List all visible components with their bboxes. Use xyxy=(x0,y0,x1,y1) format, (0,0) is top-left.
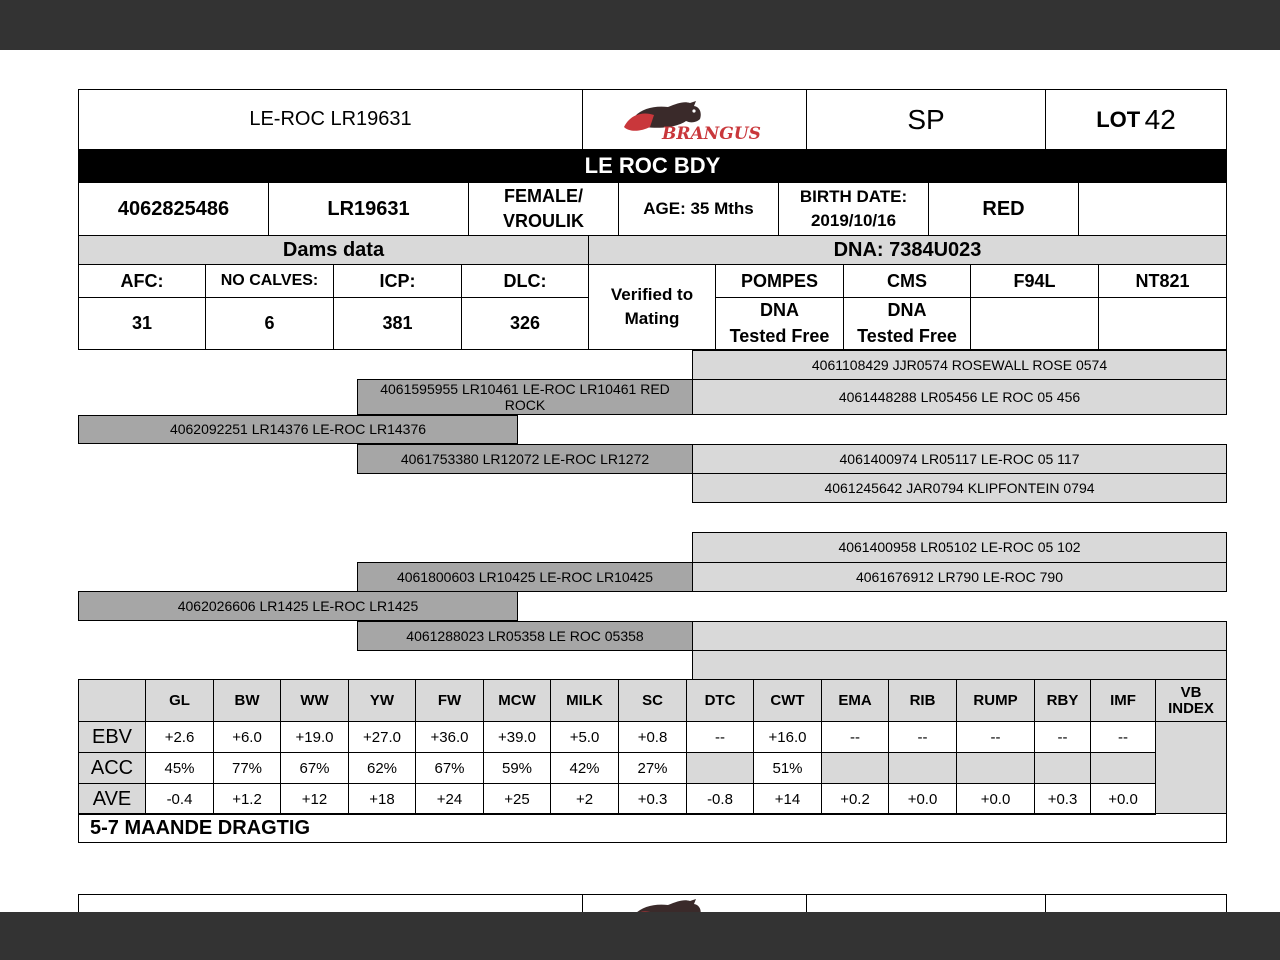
ebv-cell xyxy=(415,783,484,815)
pedigree-text: 4061400974 LR05117 LE-ROC 05 117 xyxy=(839,450,1080,467)
ebv-cell-text: 67% xyxy=(299,759,330,777)
viewer-top-bar xyxy=(0,0,1280,50)
ebv-cell-text: +27.0 xyxy=(363,728,401,746)
ebv-cell xyxy=(618,721,687,753)
animal-tag: LR19631 xyxy=(327,197,410,220)
dna-test-pompes xyxy=(715,264,844,298)
dna-test-nt821 xyxy=(1098,264,1227,298)
pedigree-text: 4061800603 LR10425 LE-ROC LR10425 xyxy=(396,568,654,585)
ebv-corner-cell xyxy=(78,679,146,722)
ebv-row-label xyxy=(78,721,146,753)
ebv-col-header xyxy=(280,679,349,722)
ebv-col-header-text: DTC xyxy=(704,692,736,709)
ebv-cell xyxy=(888,721,957,753)
ebv-cell xyxy=(888,783,957,815)
ebv-cell xyxy=(1090,752,1156,784)
ebv-cell xyxy=(618,752,687,784)
ebv-cell xyxy=(415,721,484,753)
dna-test-cms xyxy=(843,264,971,298)
brangus-logo xyxy=(582,89,807,150)
index-line1: VB xyxy=(1180,683,1202,701)
ebv-cell-text: +16.0 xyxy=(768,728,807,746)
ebv-cell xyxy=(888,752,957,784)
colour-cell xyxy=(928,182,1079,236)
ebv-col-header xyxy=(1034,679,1091,722)
ebv-col-header-text: SC xyxy=(642,692,663,709)
ebv-cell-text: +19.0 xyxy=(295,728,334,746)
ebv-cell xyxy=(280,783,349,815)
dna-result-nt821 xyxy=(1098,297,1227,350)
grade-value: SP xyxy=(907,103,945,135)
ebv-cell xyxy=(753,721,822,753)
ebv-cell-text: +18 xyxy=(369,790,395,808)
dams-value-calves xyxy=(205,297,334,350)
ebv-cell xyxy=(415,752,484,784)
ebv-col-header xyxy=(550,679,619,722)
pedigree-text: 4061448288 LR05456 LE ROC 05 456 xyxy=(838,388,1081,405)
pedigree-text: 4062092251 LR14376 LE-ROC LR14376 xyxy=(169,421,427,438)
pedigree-sss xyxy=(692,350,1227,380)
pedigree-sds xyxy=(692,444,1227,474)
dna-result-cms xyxy=(843,297,971,350)
ebv-row-label-text: EBV xyxy=(91,725,133,748)
pedigree-dam-sire xyxy=(357,562,693,592)
ebv-cell xyxy=(821,783,889,815)
ebv-cell-text: +0.3 xyxy=(1047,790,1078,808)
ebv-cell xyxy=(213,721,281,753)
ebv-cell-text: +0.0 xyxy=(980,790,1011,808)
ebv-cell-text: 77% xyxy=(231,759,263,777)
ebv-col-header xyxy=(348,679,416,722)
dna-test-name: POMPES xyxy=(740,270,819,291)
ebv-cell xyxy=(686,752,754,784)
pedigree-text: 4061400958 LR05102 LE-ROC 05 102 xyxy=(838,539,1081,556)
ebv-col-header xyxy=(618,679,687,722)
empty-info-cell xyxy=(1078,182,1227,236)
ebv-row-label-text: AVE xyxy=(92,787,132,810)
ebv-cell-text: 62% xyxy=(366,759,398,777)
ebv-col-header-text: MILK xyxy=(566,692,603,709)
tag-cell xyxy=(268,182,469,236)
ebv-cell xyxy=(550,783,619,815)
ebv-cell xyxy=(956,721,1035,753)
ebv-cell-text: +14 xyxy=(774,790,801,808)
verified-cell xyxy=(588,264,716,350)
ebv-cell xyxy=(550,721,619,753)
viewer-bottom-bar xyxy=(0,912,1280,960)
ebv-cell-text: +0.0 xyxy=(907,790,938,808)
dna-result-line2: Tested Free xyxy=(729,325,830,346)
ebv-col-header xyxy=(483,679,551,722)
remark-cell xyxy=(78,813,1227,843)
dna-result-pompes xyxy=(715,297,844,350)
dna-test-f94l xyxy=(970,264,1099,298)
ebv-cell-text: +39.0 xyxy=(498,728,536,746)
ebv-col-header-text: RIB xyxy=(909,692,936,709)
ebv-cell-text: -- xyxy=(1118,728,1128,746)
dams-header-text: NO CALVES: xyxy=(220,272,319,289)
ebv-cell xyxy=(686,721,754,753)
dams-header-afc xyxy=(78,264,206,298)
dams-header-text: AFC: xyxy=(120,270,164,291)
ebv-cell xyxy=(1034,783,1091,815)
dna-result-f94l xyxy=(970,297,1099,350)
pedigree-text: 4061108429 JJR0574 ROSEWALL ROSE 0574 xyxy=(811,356,1108,373)
ebv-cell-text: +5.0 xyxy=(569,728,600,746)
ebv-col-header xyxy=(415,679,484,722)
ebv-col-header xyxy=(145,679,214,722)
ebv-row-label xyxy=(78,752,146,784)
ebv-cell-text: +2 xyxy=(575,790,594,808)
dna-title-text: DNA: 7384U023 xyxy=(833,238,982,261)
ebv-cell xyxy=(348,783,416,815)
vb-index-value xyxy=(1155,721,1227,814)
ebv-cell-text: 27% xyxy=(637,759,668,777)
dams-header-text: ICP: xyxy=(379,270,416,291)
banner xyxy=(78,149,1227,183)
pedigree-text: 4061753380 LR12072 LE-ROC LR1272 xyxy=(400,450,650,467)
ebv-cell-text: 45% xyxy=(164,759,195,777)
bull-logo-icon xyxy=(620,97,770,143)
ebv-cell-text: +0.8 xyxy=(637,728,668,746)
ebv-col-header-text: EMA xyxy=(838,692,872,709)
vb-index-header xyxy=(1155,679,1227,722)
pedigree-sire-sire xyxy=(357,379,693,415)
dna-test-name: NT821 xyxy=(1135,270,1190,291)
dna-test-name: CMS xyxy=(887,270,927,291)
ebv-cell-text: +0.0 xyxy=(1108,790,1138,808)
dams-value-text: 31 xyxy=(131,313,153,333)
ebv-cell xyxy=(145,721,214,753)
logo-text: BRANGUS xyxy=(661,123,761,143)
ebv-cell-text: +25 xyxy=(504,790,530,808)
ebv-cell-text: +36.0 xyxy=(430,728,469,746)
pedigree-text: 4061288023 LR05358 LE ROC 05358 xyxy=(406,627,644,644)
dams-value-text: 6 xyxy=(264,313,275,333)
animal-name: LE-ROC LR19631 xyxy=(249,108,412,130)
ebv-cell xyxy=(1090,783,1156,815)
ebv-col-header-text: CWT xyxy=(770,692,805,709)
dams-header-dlc xyxy=(461,264,589,298)
dams-value-icp xyxy=(333,297,462,350)
ebv-cell xyxy=(821,752,889,784)
ebv-cell xyxy=(280,752,349,784)
ebv-col-header-text: YW xyxy=(369,692,395,709)
ebv-cell-text: 42% xyxy=(569,759,600,777)
ebv-cell xyxy=(1090,721,1156,753)
ebv-cell-text: +24 xyxy=(436,790,463,808)
ebv-col-header xyxy=(1090,679,1156,722)
ebv-cell-text: -- xyxy=(850,728,860,746)
ebv-col-header xyxy=(686,679,754,722)
dams-title-text: Dams data xyxy=(282,238,385,261)
ebv-cell xyxy=(280,721,349,753)
ebv-col-header-text: FW xyxy=(437,692,462,709)
birth-label: BIRTH DATE: xyxy=(799,187,908,207)
pedigree-dam xyxy=(78,591,518,621)
ebv-cell-text: +2.6 xyxy=(164,728,195,746)
ebv-col-header-text: RUMP xyxy=(973,692,1018,709)
ebv-cell-text: -- xyxy=(715,728,725,746)
pedigree-text: 4061245642 JAR0794 KLIPFONTEIN 0794 xyxy=(824,479,1095,496)
ebv-col-header xyxy=(821,679,889,722)
ebv-cell-text: -- xyxy=(917,728,928,746)
ebv-cell xyxy=(213,752,281,784)
pedigree-sire xyxy=(78,415,518,444)
ebv-cell xyxy=(213,783,281,815)
dams-value-dlc xyxy=(461,297,589,350)
pedigree-sire-dam xyxy=(357,444,693,474)
ebv-cell xyxy=(753,783,822,815)
pedigree-text: 4062026606 LR1425 LE-ROC LR1425 xyxy=(177,597,419,614)
ebv-cell-text: -0.8 xyxy=(707,790,733,808)
ebv-cell-text: +0.3 xyxy=(637,790,668,808)
ebv-cell-text: 51% xyxy=(772,759,803,777)
ebv-cell xyxy=(483,783,551,815)
pedigree-text: 4061595955 LR10461 LE-ROC LR10461 RED ROCK xyxy=(380,380,670,413)
ebv-cell-text: 59% xyxy=(501,759,533,777)
ebv-col-header-text: RBY xyxy=(1046,692,1079,709)
sex-line2: VROULIK xyxy=(503,211,584,231)
ebv-row-label xyxy=(78,783,146,815)
ebv-cell xyxy=(348,721,416,753)
dna-title xyxy=(588,235,1227,265)
dna-result-line1: DNA xyxy=(760,300,799,321)
ebv-col-header-text: MCW xyxy=(498,692,536,709)
remark-text: 5-7 MAANDE DRAGTIG xyxy=(90,816,311,839)
ebv-cell-text: +6.0 xyxy=(232,728,262,746)
animal-age: AGE: 35 Mths xyxy=(643,199,754,218)
pedigree-sdd xyxy=(692,473,1227,503)
dams-value-text: 326 xyxy=(509,313,541,333)
ebv-col-header-text: GL xyxy=(169,692,190,709)
pedigree-dss xyxy=(692,532,1227,563)
verified-line2: Mating xyxy=(624,309,680,328)
dna-test-name: F94L xyxy=(1013,270,1056,291)
ebv-cell-text: +1.2 xyxy=(232,790,262,808)
dams-header-icp xyxy=(333,264,462,298)
lot-number: 42 xyxy=(1144,103,1176,135)
lot-label: LOT xyxy=(1096,106,1141,132)
ebv-cell xyxy=(550,752,619,784)
ebv-col-header xyxy=(213,679,281,722)
ebv-cell xyxy=(483,721,551,753)
ebv-cell xyxy=(618,783,687,815)
ebv-cell-text: -- xyxy=(1057,728,1068,746)
dams-value-text: 381 xyxy=(382,313,413,333)
pedigree-ssd xyxy=(692,379,1227,415)
ebv-col-header xyxy=(956,679,1035,722)
sex-line1: FEMALE/ xyxy=(504,185,583,206)
ebv-col-header-text: WW xyxy=(300,692,329,709)
birth-date-cell xyxy=(778,182,929,236)
dna-result-line2: Tested Free xyxy=(857,325,957,346)
animal-colour: RED xyxy=(982,197,1025,220)
ebv-cell xyxy=(821,721,889,753)
animal-name-cell xyxy=(78,89,583,150)
pedigree-dds xyxy=(692,621,1227,651)
pedigree-text: 4061676912 LR790 LE-ROC 790 xyxy=(855,568,1064,585)
ebv-cell xyxy=(956,752,1035,784)
ebv-col-header-text: IMF xyxy=(1110,692,1136,709)
dams-header-calves xyxy=(205,264,334,298)
sex-cell xyxy=(468,182,619,236)
verified-line1: Verified to xyxy=(610,285,694,305)
birth-date: 2019/10/16 xyxy=(810,211,897,230)
dams-title xyxy=(78,235,589,265)
banner-text: LE ROC BDY xyxy=(584,153,721,178)
pedigree-dsd xyxy=(692,562,1227,592)
dams-header-text: DLC: xyxy=(503,270,547,291)
ebv-cell-text: 67% xyxy=(434,759,465,777)
ebv-col-header-text: BW xyxy=(234,692,260,709)
pedigree-dam-dam xyxy=(357,621,693,651)
dna-result-line1: DNA xyxy=(887,300,927,321)
ebv-cell xyxy=(1034,752,1091,784)
pedigree-ddd xyxy=(692,650,1227,680)
ebv-cell xyxy=(956,783,1035,815)
ebv-cell-text: +0.2 xyxy=(840,790,870,808)
age-cell xyxy=(618,182,779,236)
ebv-col-header xyxy=(888,679,957,722)
ebv-cell xyxy=(686,783,754,815)
ebv-cell xyxy=(753,752,822,784)
ebv-cell xyxy=(348,752,416,784)
ebv-row-label-text: ACC xyxy=(90,756,134,779)
dams-value-afc xyxy=(78,297,206,350)
ebv-cell-text: -0.4 xyxy=(166,790,193,808)
animal-id: 4062825486 xyxy=(117,197,230,220)
ebv-cell xyxy=(1034,721,1091,753)
ebv-cell-text: +12 xyxy=(301,790,328,808)
lot-cell xyxy=(1045,89,1227,150)
ebv-cell xyxy=(145,752,214,784)
grade-cell xyxy=(806,89,1046,150)
ebv-cell xyxy=(145,783,214,815)
animal-id-cell xyxy=(78,182,269,236)
ebv-cell xyxy=(483,752,551,784)
ebv-col-header xyxy=(753,679,822,722)
index-line2: INDEX xyxy=(1168,699,1214,717)
ebv-cell-text: -- xyxy=(990,728,1001,746)
